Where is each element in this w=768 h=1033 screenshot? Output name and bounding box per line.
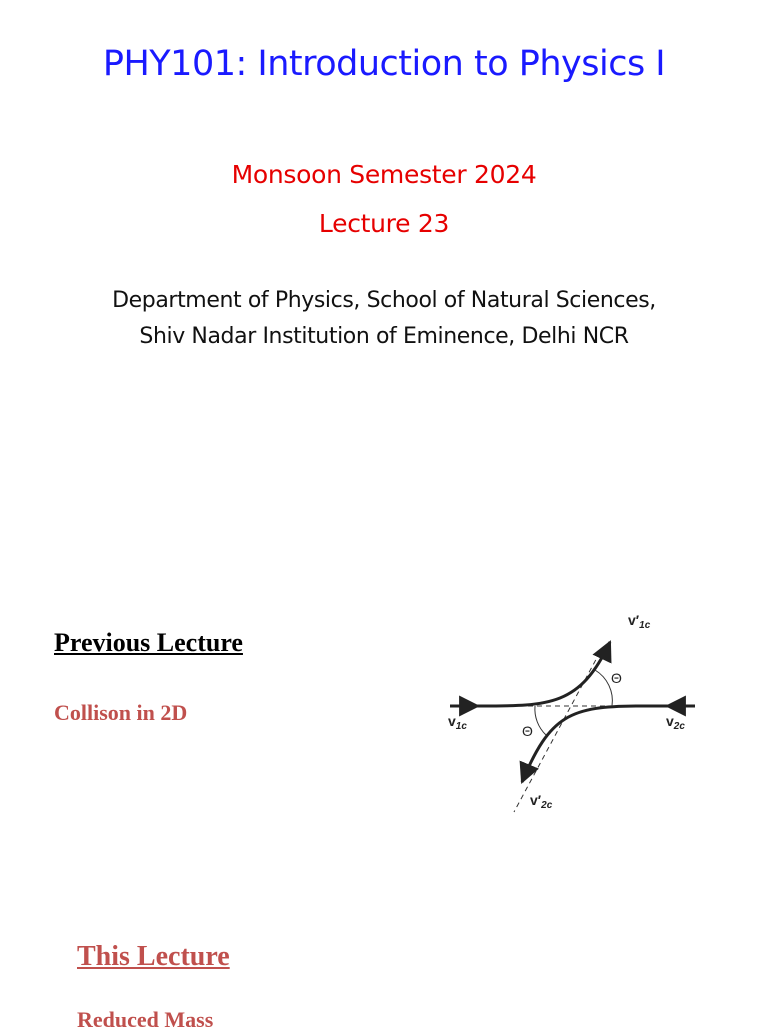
label-v1c: $v_{1c}$	[448, 713, 467, 732]
previous-lecture-heading: Previous Lecture	[54, 628, 243, 657]
slide-title: PHY101: Introduction to Physics I	[102, 44, 666, 84]
previous-lecture-topic: Collison in 2D	[54, 700, 188, 725]
this-lecture-heading: This Lecture	[77, 941, 230, 972]
department-line-1: Department of Physics, School of Natural Sciences,	[112, 288, 656, 313]
this-lecture-topic: Reduced Mass	[77, 1007, 214, 1032]
department-line-2: Shiv Nadar Institution of Eminence, Delhi NCR	[139, 324, 629, 349]
label-v1c-prime: $v'_{1c}$	[628, 612, 651, 631]
label-angle-upper: Θ	[611, 670, 622, 686]
label-v2c: $v_{2c}$	[666, 713, 685, 732]
collision-diagram	[440, 590, 710, 820]
lecture-number: Lecture 23	[318, 209, 450, 238]
department-info	[0, 283, 768, 355]
semester-label: Monsoon Semester 2024	[231, 160, 537, 189]
trajectory-particle-1	[450, 642, 610, 706]
label-angle-lower: Θ	[522, 723, 533, 739]
angle-arc-upper	[595, 670, 612, 706]
label-v2c-prime: $v'_{2c}$	[530, 792, 553, 811]
angle-arc-lower	[535, 706, 546, 735]
